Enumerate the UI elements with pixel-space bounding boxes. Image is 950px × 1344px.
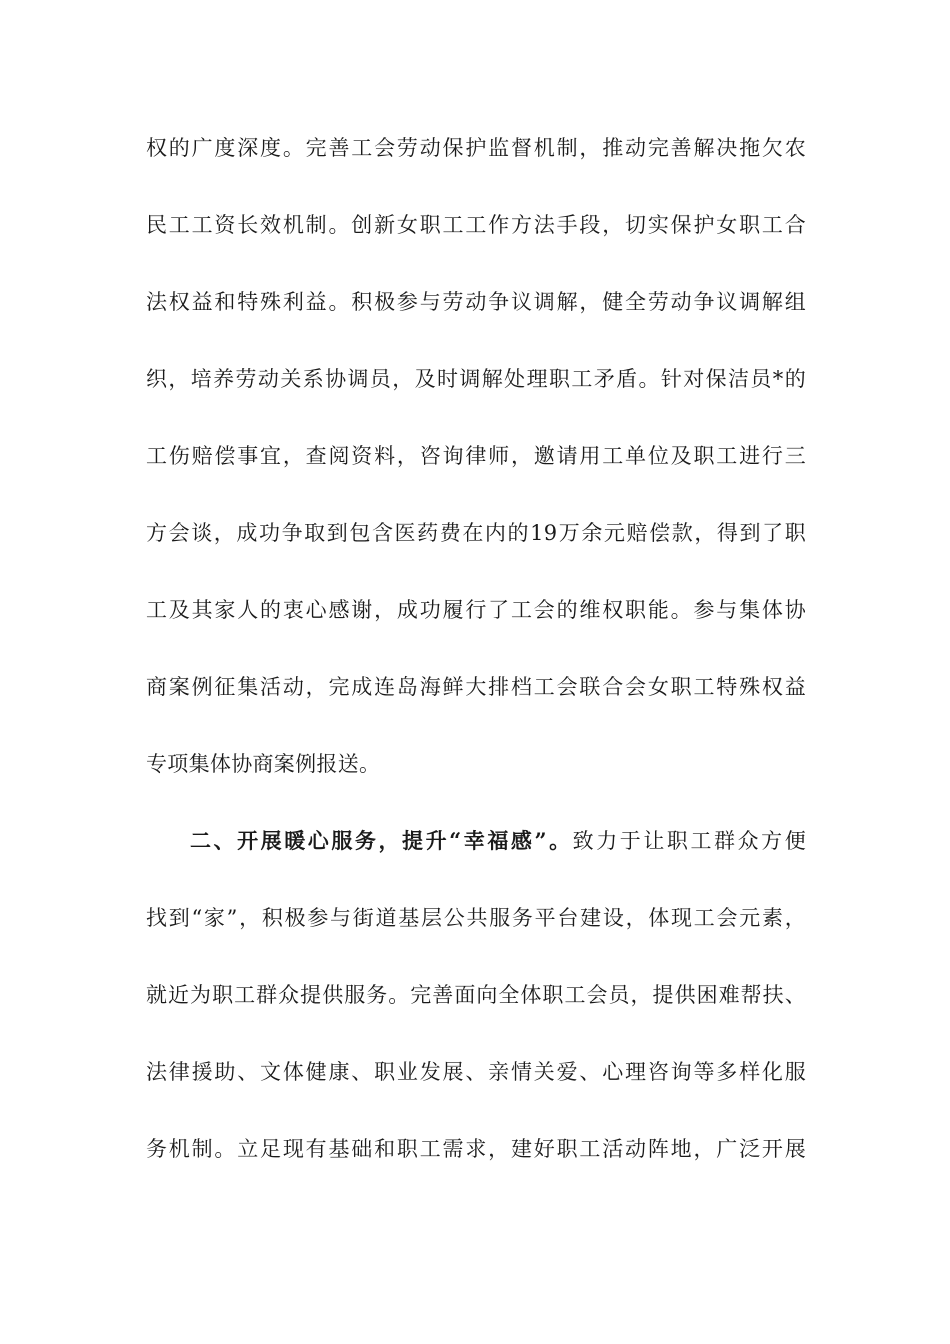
paragraph-2-line-4: 法律援助、文体健康、职业发展、亲情关爱、心理咨询等多样化服	[146, 1060, 806, 1084]
paragraph-1-line-5: 工伤赔偿事宜，查阅资料，咨询律师，邀请用工单位及职工进行三	[146, 444, 806, 468]
paragraph-2-line-5: 务机制。立足现有基础和职工需求，建好职工活动阵地，广泛开展	[146, 1137, 806, 1161]
paragraph-1-line-9: 专项集体协商案例报送。	[146, 752, 381, 776]
paragraph-2-first-line	[190, 821, 806, 861]
paragraph-1-line-7: 工及其家人的衷心感谢，成功履行了工会的维权职能。参与集体协	[146, 598, 806, 622]
paragraph-1-line-2: 民工工资长效机制。创新女职工工作方法手段，切实保护女职工合	[146, 213, 806, 237]
paragraph-2-line-3: 就近为职工群众提供服务。完善面向全体职工会员，提供困难帮扶、	[146, 983, 806, 1007]
paragraph-1-line-3: 法权益和特殊利益。积极参与劳动争议调解，健全劳动争议调解组	[146, 290, 806, 314]
paragraph-1-line-1: 权的广度深度。完善工会劳动保护监督机制，推动完善解决拖欠农	[146, 136, 806, 160]
paragraph-2-line-2: 找到“家”，积极参与街道基层公共服务平台建设，体现工会元素，	[146, 906, 806, 930]
paragraph-1-line-8: 商案例征集活动，完成连岛海鲜大排档工会联合会女职工特殊权益	[146, 675, 806, 699]
paragraph-1-line-4: 织，培养劳动关系协调员，及时调解处理职工矛盾。针对保洁员*的	[146, 367, 806, 391]
paragraph-1-line-6: 方会谈，成功争取到包含医药费在内的19万余元赔偿款，得到了职	[146, 521, 806, 545]
paragraph-2-first-line-text: 致力于让职工群众方便	[572, 829, 807, 853]
section-heading: 二、开展暖心服务，提升“幸福感”。	[190, 828, 573, 853]
